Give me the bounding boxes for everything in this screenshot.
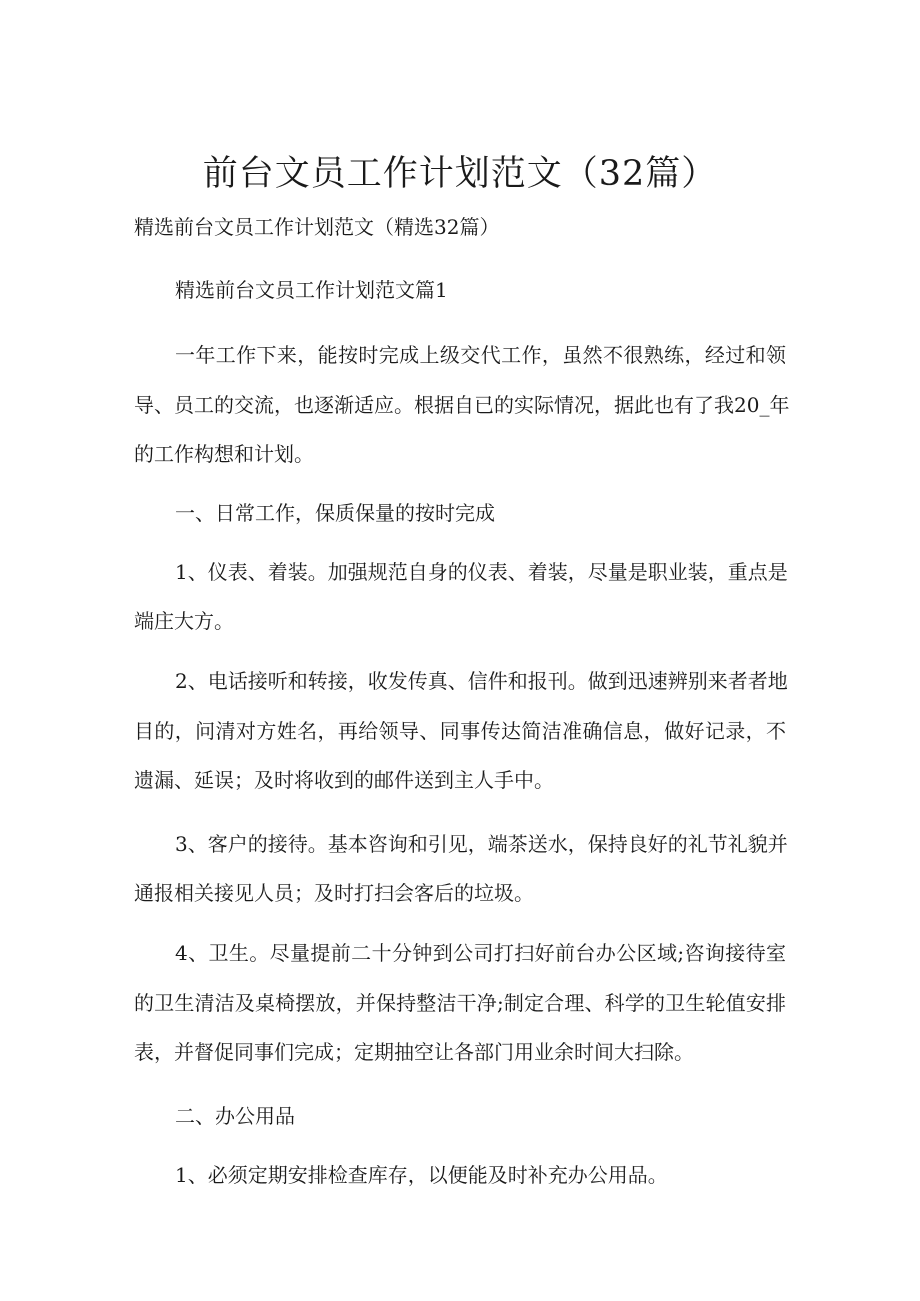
paragraph-line: 导、员工的交流，也逐渐适应。根据自已的实际情况，据此也有了我20_年 — [134, 393, 790, 417]
list-heading: 二、办公用品 — [175, 1104, 295, 1128]
paragraph-line: 表，并督促同事们完成；定期抽空让各部门用业余时间大扫除。 — [134, 1040, 694, 1064]
paragraph-line: 1、必须定期安排检查库存，以便能及时补充办公用品。 — [175, 1163, 668, 1187]
paragraph-line: 2、电话接听和转接，收发传真、信件和报刊。做到迅速辨别来者者地 — [175, 669, 788, 693]
paragraph-line: 一年工作下来，能按时完成上级交代工作，虽然不很熟练，经过和领 — [175, 343, 786, 367]
paragraph-line: 遗漏、延误；及时将收到的邮件送到主人手中。 — [134, 768, 554, 792]
paragraph-line: 4、卫生。尽量提前二十分钟到公司打扫好前台办公区域;咨询接待室 — [175, 941, 786, 965]
paragraph-line: 的卫生清洁及桌椅摆放，并保持整洁干净;制定合理、科学的卫生轮值安排 — [134, 991, 786, 1015]
list-heading: 一、日常工作，保质保量的按时完成 — [175, 501, 495, 525]
paragraph-line: 通报相关接见人员；及时打扫会客后的垃圾。 — [134, 881, 534, 905]
document-title: 前台文员工作计划范文（32篇） — [202, 154, 718, 194]
paragraph-line: 端庄大方。 — [134, 609, 234, 633]
document-subtitle: 精选前台文员工作计划范文（精选32篇） — [134, 215, 500, 239]
section-heading: 精选前台文员工作计划范文篇1 — [175, 278, 448, 302]
paragraph-line: 的工作构想和计划。 — [134, 442, 314, 466]
paragraph-line: 1、仪表、着装。加强规范自身的仪表、着装，尽量是职业装，重点是 — [175, 560, 788, 584]
paragraph-line: 3、客户的接待。基本咨询和引见，端茶送水，保持良好的礼节礼貌并 — [175, 832, 788, 856]
paragraph-line: 目的，问清对方姓名，再给领导、同事传达简洁准确信息，做好记录，不 — [134, 719, 786, 743]
